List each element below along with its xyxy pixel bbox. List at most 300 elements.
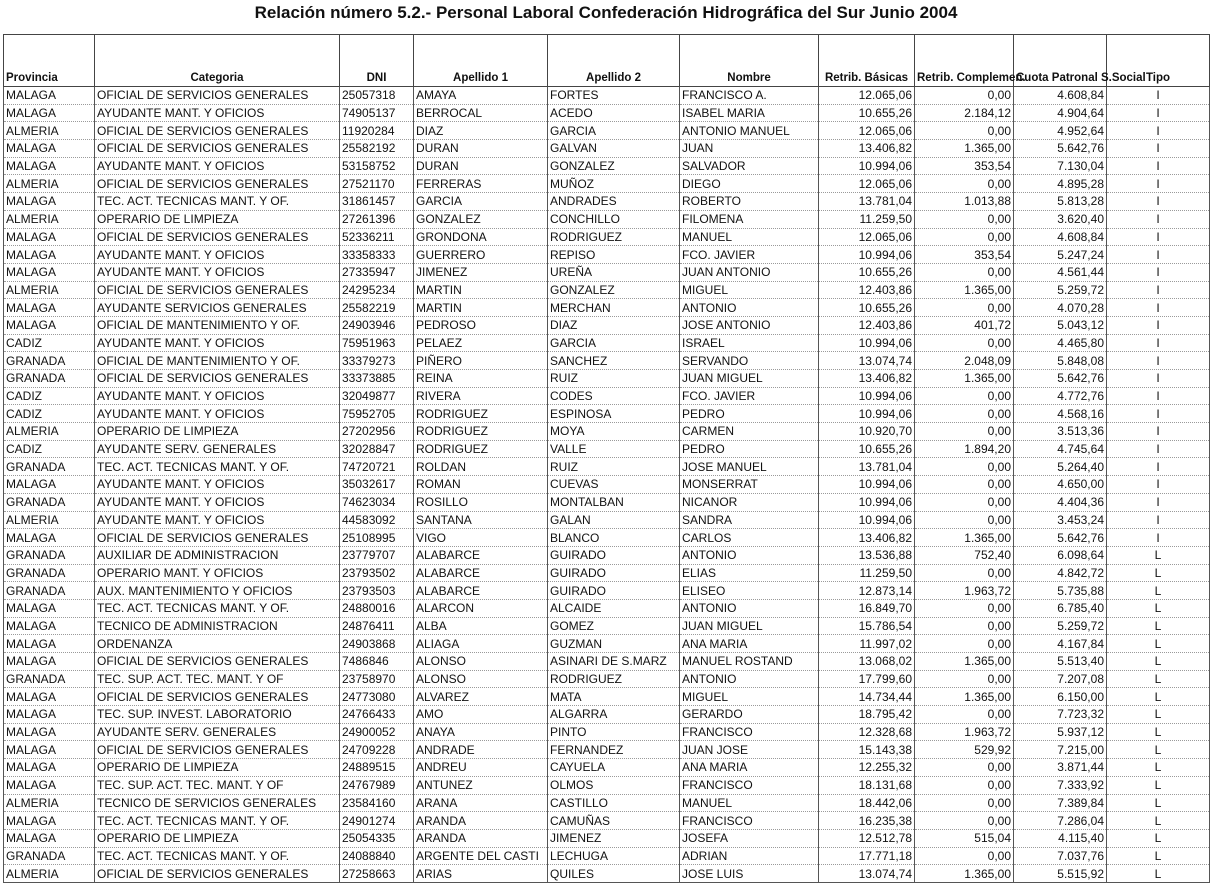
cell-apellido1: ALABARCE	[414, 582, 548, 600]
cell-tipo: I	[1107, 511, 1210, 529]
table-row	[4, 140, 1210, 158]
cell-apellido1: FERRERAS	[414, 175, 548, 193]
cell-tipo: I	[1107, 423, 1210, 441]
cell-retrib-complem: 0,00	[915, 564, 1014, 582]
header-tipo: Tipo	[1107, 35, 1210, 87]
cell-dni: 52336211	[340, 228, 414, 246]
cell-tipo: I	[1107, 87, 1210, 105]
cell-apellido2: GUIRADO	[548, 546, 680, 564]
cell-dni: 24767989	[340, 776, 414, 794]
cell-tipo: L	[1107, 564, 1210, 582]
cell-cuota-patronal: 6.785,40	[1014, 599, 1107, 617]
cell-retrib-basicas: 15.786,54	[819, 617, 915, 635]
table-row	[4, 493, 1210, 511]
cell-tipo: I	[1107, 246, 1210, 264]
table-row	[4, 458, 1210, 476]
cell-apellido1: ARANA	[414, 794, 548, 812]
cell-tipo: L	[1107, 812, 1210, 830]
cell-nombre: SALVADOR	[680, 157, 819, 175]
cell-dni: 33379273	[340, 352, 414, 370]
cell-categoria: AYUDANTE MANT. Y OFICIOS	[95, 104, 340, 122]
cell-cuota-patronal: 4.167,84	[1014, 635, 1107, 653]
cell-categoria: OPERARIO DE LIMPIEZA	[95, 759, 340, 777]
cell-categoria: AYUDANTE MANT. Y OFICIOS	[95, 334, 340, 352]
cell-nombre: ISABEL MARIA	[680, 104, 819, 122]
table-row	[4, 104, 1210, 122]
cell-dni: 23584160	[340, 794, 414, 812]
cell-provincia: MALAGA	[4, 617, 95, 635]
cell-retrib-basicas: 10.655,26	[819, 440, 915, 458]
cell-categoria: AYUDANTE MANT. Y OFICIOS	[95, 387, 340, 405]
cell-apellido1: AMO	[414, 706, 548, 724]
cell-dni: 74905137	[340, 104, 414, 122]
cell-provincia: ALMERIA	[4, 794, 95, 812]
cell-dni: 44583092	[340, 511, 414, 529]
cell-retrib-basicas: 14.734,44	[819, 688, 915, 706]
cell-categoria: AYUDANTE SERVICIOS GENERALES	[95, 299, 340, 317]
cell-retrib-complem: 0,00	[915, 812, 1014, 830]
cell-provincia: MALAGA	[4, 723, 95, 741]
cell-retrib-complem: 1.365,00	[915, 688, 1014, 706]
table-row	[4, 564, 1210, 582]
cell-cuota-patronal: 5.813,28	[1014, 193, 1107, 211]
cell-dni: 74623034	[340, 493, 414, 511]
cell-categoria: OFICIAL DE SERVICIOS GENERALES	[95, 529, 340, 547]
cell-cuota-patronal: 5.247,24	[1014, 246, 1107, 264]
cell-tipo: I	[1107, 140, 1210, 158]
cell-retrib-basicas: 15.143,38	[819, 741, 915, 759]
cell-nombre: JUAN	[680, 140, 819, 158]
cell-retrib-basicas: 10.655,26	[819, 104, 915, 122]
cell-nombre: ANA MARIA	[680, 759, 819, 777]
cell-nombre: MONSERRAT	[680, 476, 819, 494]
cell-retrib-complem: 1.365,00	[915, 653, 1014, 671]
cell-dni: 53158752	[340, 157, 414, 175]
cell-dni: 25057318	[340, 87, 414, 105]
cell-retrib-basicas: 10.920,70	[819, 423, 915, 441]
cell-apellido1: ANAYA	[414, 723, 548, 741]
cell-nombre: ANTONIO	[680, 546, 819, 564]
cell-cuota-patronal: 4.608,84	[1014, 228, 1107, 246]
cell-dni: 24880016	[340, 599, 414, 617]
cell-cuota-patronal: 5.642,76	[1014, 140, 1107, 158]
cell-nombre: JOSEFA	[680, 829, 819, 847]
cell-apellido2: RUIZ	[548, 370, 680, 388]
header-categoria: Categoria	[95, 35, 340, 87]
cell-retrib-complem: 0,00	[915, 776, 1014, 794]
cell-cuota-patronal: 4.070,28	[1014, 299, 1107, 317]
cell-apellido2: VALLE	[548, 440, 680, 458]
cell-tipo: I	[1107, 122, 1210, 140]
cell-categoria: OFICIAL DE SERVICIOS GENERALES	[95, 228, 340, 246]
cell-apellido2: GOMEZ	[548, 617, 680, 635]
cell-tipo: L	[1107, 670, 1210, 688]
cell-dni: 7486846	[340, 653, 414, 671]
cell-cuota-patronal: 5.642,76	[1014, 370, 1107, 388]
cell-retrib-basicas: 13.536,88	[819, 546, 915, 564]
cell-apellido2: CUEVAS	[548, 476, 680, 494]
cell-categoria: TEC. SUP. INVEST. LABORATORIO	[95, 706, 340, 724]
cell-retrib-complem: 1.365,00	[915, 865, 1014, 883]
cell-categoria: OFICIAL DE SERVICIOS GENERALES	[95, 865, 340, 883]
cell-nombre: GERARDO	[680, 706, 819, 724]
cell-apellido1: ALARCON	[414, 599, 548, 617]
cell-dni: 24889515	[340, 759, 414, 777]
cell-nombre: MIGUEL	[680, 688, 819, 706]
table-row	[4, 582, 1210, 600]
cell-nombre: CARLOS	[680, 529, 819, 547]
cell-categoria: AUX. MANTENIMIENTO Y OFICIOS	[95, 582, 340, 600]
cell-cuota-patronal: 5.515,92	[1014, 865, 1107, 883]
cell-apellido1: ANTUNEZ	[414, 776, 548, 794]
cell-retrib-basicas: 10.994,06	[819, 511, 915, 529]
cell-provincia: MALAGA	[4, 812, 95, 830]
table-row	[4, 423, 1210, 441]
cell-provincia: MALAGA	[4, 193, 95, 211]
cell-provincia: MALAGA	[4, 476, 95, 494]
cell-tipo: L	[1107, 617, 1210, 635]
cell-nombre: JOSE ANTONIO	[680, 316, 819, 334]
cell-nombre: JUAN JOSE	[680, 741, 819, 759]
cell-retrib-complem: 401,72	[915, 316, 1014, 334]
cell-tipo: I	[1107, 334, 1210, 352]
cell-nombre: JUAN ANTONIO	[680, 263, 819, 281]
cell-provincia: MALAGA	[4, 140, 95, 158]
cell-categoria: AYUDANTE MANT. Y OFICIOS	[95, 405, 340, 423]
cell-apellido2: GALVAN	[548, 140, 680, 158]
cell-apellido2: MATA	[548, 688, 680, 706]
cell-apellido2: ALGARRA	[548, 706, 680, 724]
table-row	[4, 812, 1210, 830]
cell-retrib-complem: 0,00	[915, 334, 1014, 352]
cell-dni: 25582219	[340, 299, 414, 317]
cell-provincia: ALMERIA	[4, 122, 95, 140]
cell-provincia: CADIZ	[4, 334, 95, 352]
cell-categoria: AYUDANTE MANT. Y OFICIOS	[95, 157, 340, 175]
cell-provincia: CADIZ	[4, 387, 95, 405]
cell-provincia: MALAGA	[4, 759, 95, 777]
cell-categoria: AYUDANTE SERV. GENERALES	[95, 440, 340, 458]
cell-nombre: MANUEL	[680, 794, 819, 812]
cell-cuota-patronal: 7.037,76	[1014, 847, 1107, 865]
cell-apellido2: LECHUGA	[548, 847, 680, 865]
cell-tipo: I	[1107, 104, 1210, 122]
cell-apellido2: GUIRADO	[548, 564, 680, 582]
cell-cuota-patronal: 4.650,00	[1014, 476, 1107, 494]
cell-provincia: ALMERIA	[4, 175, 95, 193]
cell-dni: 27521170	[340, 175, 414, 193]
cell-provincia: MALAGA	[4, 706, 95, 724]
cell-tipo: I	[1107, 352, 1210, 370]
cell-apellido1: ROSILLO	[414, 493, 548, 511]
cell-provincia: MALAGA	[4, 599, 95, 617]
table-row	[4, 193, 1210, 211]
cell-retrib-basicas: 10.994,06	[819, 405, 915, 423]
cell-cuota-patronal: 3.620,40	[1014, 210, 1107, 228]
cell-retrib-complem: 1.365,00	[915, 140, 1014, 158]
cell-nombre: FCO. JAVIER	[680, 387, 819, 405]
cell-dni: 11920284	[340, 122, 414, 140]
cell-dni: 24876411	[340, 617, 414, 635]
cell-retrib-basicas: 16.849,70	[819, 599, 915, 617]
cell-apellido2: JIMENEZ	[548, 829, 680, 847]
cell-nombre: ANTONIO	[680, 599, 819, 617]
cell-dni: 24900052	[340, 723, 414, 741]
table-row	[4, 316, 1210, 334]
cell-dni: 23793502	[340, 564, 414, 582]
cell-retrib-basicas: 10.655,26	[819, 263, 915, 281]
cell-categoria: AUXILIAR DE ADMINISTRACION	[95, 546, 340, 564]
cell-apellido1: DIAZ	[414, 122, 548, 140]
cell-retrib-complem: 0,00	[915, 87, 1014, 105]
table-row	[4, 122, 1210, 140]
cell-retrib-basicas: 13.406,82	[819, 140, 915, 158]
cell-provincia: GRANADA	[4, 582, 95, 600]
cell-categoria: OFICIAL DE SERVICIOS GENERALES	[95, 87, 340, 105]
cell-provincia: GRANADA	[4, 564, 95, 582]
cell-retrib-basicas: 13.074,74	[819, 352, 915, 370]
cell-categoria: OFICIAL DE SERVICIOS GENERALES	[95, 653, 340, 671]
cell-apellido1: ANDREU	[414, 759, 548, 777]
cell-dni: 23779707	[340, 546, 414, 564]
cell-apellido2: OLMOS	[548, 776, 680, 794]
cell-provincia: GRANADA	[4, 670, 95, 688]
cell-tipo: I	[1107, 476, 1210, 494]
cell-categoria: AYUDANTE MANT. Y OFICIOS	[95, 493, 340, 511]
header-dni: DNI	[340, 35, 414, 87]
cell-retrib-basicas: 13.406,82	[819, 529, 915, 547]
cell-apellido2: GUZMAN	[548, 635, 680, 653]
cell-cuota-patronal: 5.259,72	[1014, 617, 1107, 635]
table-row	[4, 246, 1210, 264]
cell-retrib-basicas: 13.781,04	[819, 458, 915, 476]
cell-apellido2: DIAZ	[548, 316, 680, 334]
cell-retrib-basicas: 12.065,06	[819, 175, 915, 193]
cell-cuota-patronal: 7.215,00	[1014, 741, 1107, 759]
cell-apellido2: CASTILLO	[548, 794, 680, 812]
cell-apellido2: GARCIA	[548, 122, 680, 140]
cell-apellido1: MARTIN	[414, 299, 548, 317]
cell-retrib-complem: 2.048,09	[915, 352, 1014, 370]
cell-dni: 23758970	[340, 670, 414, 688]
cell-retrib-complem: 353,54	[915, 157, 1014, 175]
cell-apellido2: REPISO	[548, 246, 680, 264]
cell-retrib-complem: 0,00	[915, 122, 1014, 140]
table-row	[4, 865, 1210, 883]
cell-categoria: OFICIAL DE SERVICIOS GENERALES	[95, 741, 340, 759]
cell-apellido1: SANTANA	[414, 511, 548, 529]
cell-provincia: MALAGA	[4, 104, 95, 122]
cell-tipo: L	[1107, 759, 1210, 777]
cell-apellido2: UREÑA	[548, 263, 680, 281]
cell-categoria: TEC. ACT. TECNICAS MANT. Y OF.	[95, 599, 340, 617]
cell-tipo: L	[1107, 829, 1210, 847]
cell-cuota-patronal: 4.904,64	[1014, 104, 1107, 122]
cell-provincia: GRANADA	[4, 847, 95, 865]
cell-provincia: CADIZ	[4, 405, 95, 423]
cell-tipo: L	[1107, 688, 1210, 706]
cell-cuota-patronal: 4.115,40	[1014, 829, 1107, 847]
table-row	[4, 440, 1210, 458]
cell-categoria: AYUDANTE MANT. Y OFICIOS	[95, 263, 340, 281]
cell-apellido2: RODRIGUEZ	[548, 228, 680, 246]
cell-retrib-basicas: 17.771,18	[819, 847, 915, 865]
table-body	[4, 87, 1210, 883]
cell-cuota-patronal: 4.895,28	[1014, 175, 1107, 193]
cell-retrib-basicas: 12.403,86	[819, 281, 915, 299]
cell-categoria: OPERARIO DE LIMPIEZA	[95, 423, 340, 441]
cell-nombre: ANA MARIA	[680, 635, 819, 653]
cell-retrib-basicas: 12.403,86	[819, 316, 915, 334]
cell-apellido2: ESPINOSA	[548, 405, 680, 423]
cell-apellido2: FERNANDEZ	[548, 741, 680, 759]
cell-provincia: MALAGA	[4, 688, 95, 706]
cell-apellido1: ALBA	[414, 617, 548, 635]
cell-provincia: MALAGA	[4, 529, 95, 547]
cell-provincia: MALAGA	[4, 246, 95, 264]
cell-nombre: ELIAS	[680, 564, 819, 582]
cell-cuota-patronal: 4.772,76	[1014, 387, 1107, 405]
cell-apellido2: GALAN	[548, 511, 680, 529]
table-row	[4, 617, 1210, 635]
cell-tipo: I	[1107, 405, 1210, 423]
cell-retrib-complem: 1.365,00	[915, 529, 1014, 547]
cell-categoria: TECNICO DE SERVICIOS GENERALES	[95, 794, 340, 812]
cell-tipo: I	[1107, 370, 1210, 388]
cell-cuota-patronal: 7.286,04	[1014, 812, 1107, 830]
cell-retrib-complem: 0,00	[915, 423, 1014, 441]
header-cuota-patronal: Cuota Patronal S.Social	[1014, 35, 1107, 87]
table-row	[4, 653, 1210, 671]
cell-apellido1: RODRIGUEZ	[414, 423, 548, 441]
cell-categoria: OFICIAL DE SERVICIOS GENERALES	[95, 370, 340, 388]
cell-categoria: OFICIAL DE SERVICIOS GENERALES	[95, 122, 340, 140]
cell-nombre: ADRIAN	[680, 847, 819, 865]
cell-retrib-complem: 0,00	[915, 599, 1014, 617]
cell-apellido2: MONTALBAN	[548, 493, 680, 511]
cell-provincia: MALAGA	[4, 157, 95, 175]
cell-tipo: L	[1107, 599, 1210, 617]
cell-nombre: JOSE MANUEL	[680, 458, 819, 476]
cell-dni: 74720721	[340, 458, 414, 476]
cell-dni: 24088840	[340, 847, 414, 865]
cell-categoria: OPERARIO MANT. Y OFICIOS	[95, 564, 340, 582]
cell-retrib-basicas: 13.068,02	[819, 653, 915, 671]
cell-tipo: I	[1107, 193, 1210, 211]
cell-retrib-complem: 1.894,20	[915, 440, 1014, 458]
cell-provincia: MALAGA	[4, 316, 95, 334]
cell-apellido2: CODES	[548, 387, 680, 405]
cell-apellido1: GONZALEZ	[414, 210, 548, 228]
table-row	[4, 546, 1210, 564]
cell-cuota-patronal: 5.848,08	[1014, 352, 1107, 370]
cell-retrib-basicas: 10.655,26	[819, 299, 915, 317]
cell-retrib-complem: 0,00	[915, 706, 1014, 724]
cell-cuota-patronal: 5.642,76	[1014, 529, 1107, 547]
cell-nombre: ANTONIO MANUEL	[680, 122, 819, 140]
cell-retrib-basicas: 12.255,32	[819, 759, 915, 777]
cell-retrib-basicas: 12.512,78	[819, 829, 915, 847]
header-nombre: Nombre	[680, 35, 819, 87]
cell-retrib-complem: 0,00	[915, 228, 1014, 246]
cell-dni: 24903946	[340, 316, 414, 334]
cell-retrib-basicas: 16.235,38	[819, 812, 915, 830]
cell-apellido2: RUIZ	[548, 458, 680, 476]
cell-apellido2: FORTES	[548, 87, 680, 105]
cell-retrib-complem: 0,00	[915, 263, 1014, 281]
cell-dni: 31861457	[340, 193, 414, 211]
cell-tipo: L	[1107, 794, 1210, 812]
cell-provincia: MALAGA	[4, 776, 95, 794]
cell-retrib-basicas: 12.065,06	[819, 87, 915, 105]
cell-apellido1: REINA	[414, 370, 548, 388]
cell-apellido1: ALIAGA	[414, 635, 548, 653]
cell-apellido1: RODRIGUEZ	[414, 405, 548, 423]
cell-apellido1: ALABARCE	[414, 564, 548, 582]
cell-dni: 35032617	[340, 476, 414, 494]
cell-retrib-complem: 0,00	[915, 847, 1014, 865]
cell-categoria: TEC. ACT. TECNICAS MANT. Y OF.	[95, 193, 340, 211]
cell-categoria: TEC. ACT. TECNICAS MANT. Y OF.	[95, 847, 340, 865]
cell-cuota-patronal: 7.207,08	[1014, 670, 1107, 688]
cell-apellido2: CAMUÑAS	[548, 812, 680, 830]
cell-tipo: I	[1107, 529, 1210, 547]
cell-retrib-complem: 0,00	[915, 299, 1014, 317]
cell-retrib-complem: 0,00	[915, 493, 1014, 511]
cell-provincia: MALAGA	[4, 829, 95, 847]
cell-dni: 24903868	[340, 635, 414, 653]
cell-cuota-patronal: 5.937,12	[1014, 723, 1107, 741]
cell-cuota-patronal: 4.561,44	[1014, 263, 1107, 281]
cell-retrib-basicas: 12.065,06	[819, 122, 915, 140]
cell-retrib-complem: 0,00	[915, 476, 1014, 494]
header-apellido2: Apellido 2	[548, 35, 680, 87]
cell-categoria: OFICIAL DE MANTENIMIENTO Y OF.	[95, 316, 340, 334]
cell-dni: 32028847	[340, 440, 414, 458]
cell-cuota-patronal: 4.465,80	[1014, 334, 1107, 352]
cell-retrib-basicas: 13.406,82	[819, 370, 915, 388]
cell-retrib-complem: 0,00	[915, 405, 1014, 423]
cell-apellido2: BLANCO	[548, 529, 680, 547]
cell-retrib-complem: 0,00	[915, 635, 1014, 653]
cell-tipo: L	[1107, 776, 1210, 794]
cell-retrib-basicas: 10.994,06	[819, 493, 915, 511]
cell-categoria: OFICIAL DE SERVICIOS GENERALES	[95, 281, 340, 299]
cell-dni: 24295234	[340, 281, 414, 299]
cell-cuota-patronal: 7.389,84	[1014, 794, 1107, 812]
cell-nombre: PEDRO	[680, 440, 819, 458]
table-row	[4, 688, 1210, 706]
cell-apellido1: RIVERA	[414, 387, 548, 405]
cell-dni: 27261396	[340, 210, 414, 228]
cell-cuota-patronal: 5.259,72	[1014, 281, 1107, 299]
cell-tipo: I	[1107, 210, 1210, 228]
cell-apellido1: GARCIA	[414, 193, 548, 211]
cell-nombre: ISRAEL	[680, 334, 819, 352]
cell-tipo: L	[1107, 582, 1210, 600]
table-row	[4, 157, 1210, 175]
table-row	[4, 511, 1210, 529]
cell-apellido2: MUÑOZ	[548, 175, 680, 193]
table-row	[4, 299, 1210, 317]
cell-apellido1: RODRIGUEZ	[414, 440, 548, 458]
cell-retrib-basicas: 12.873,14	[819, 582, 915, 600]
cell-apellido1: ROLDAN	[414, 458, 548, 476]
cell-categoria: TECNICO DE ADMINISTRACION	[95, 617, 340, 635]
cell-retrib-complem: 353,54	[915, 246, 1014, 264]
cell-apellido1: PELAEZ	[414, 334, 548, 352]
cell-dni: 23793503	[340, 582, 414, 600]
